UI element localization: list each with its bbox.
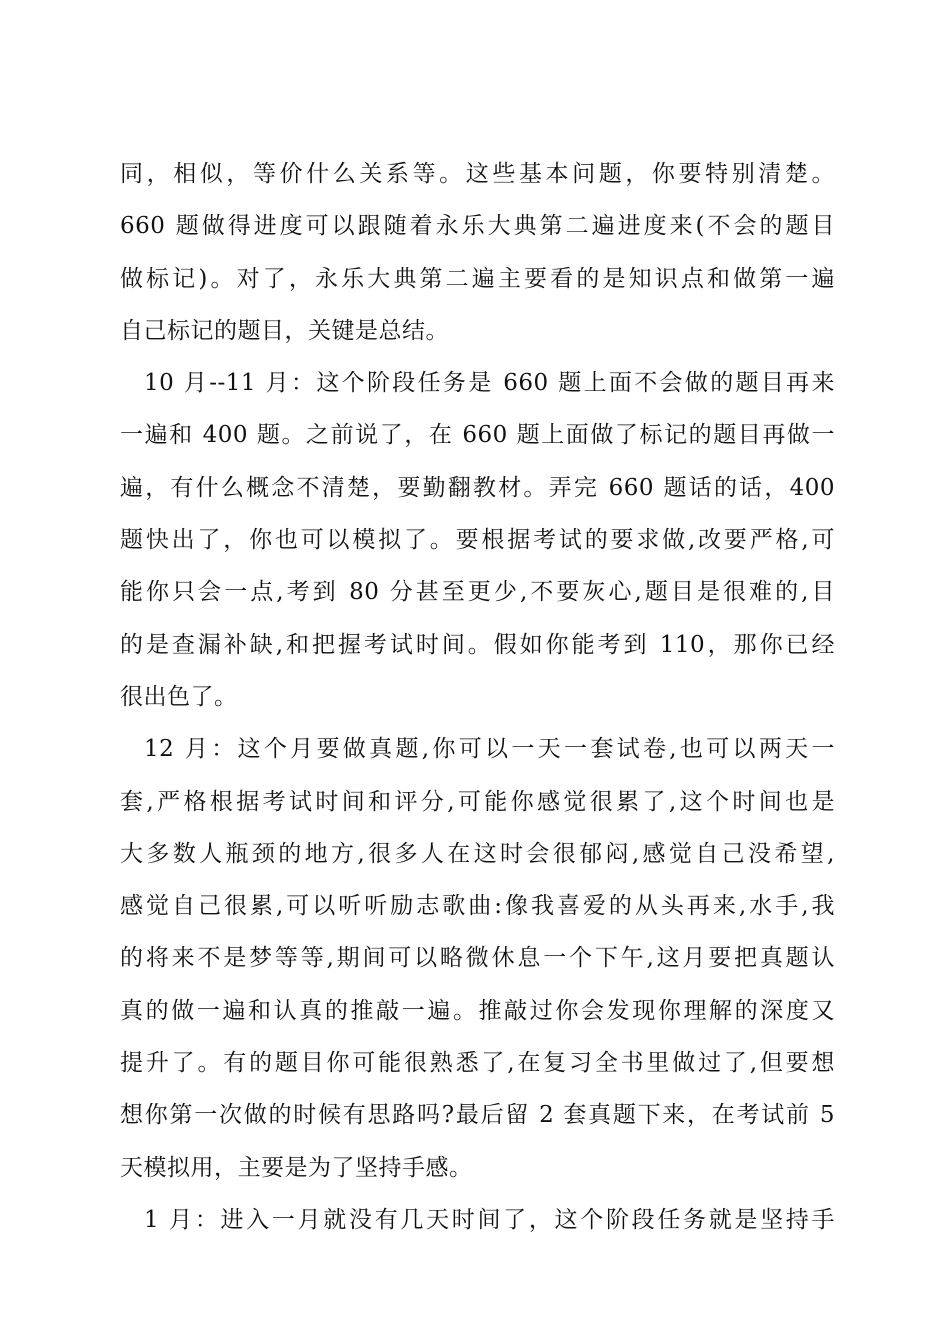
body-text	[120, 148, 835, 1246]
paragraph-jan-start: 1 月：进入一月就没有几天时间了，这个阶段任务就是坚持手	[144, 1206, 835, 1233]
text-line: 同，相似，等价什么关系等。这些基本问题，你要特别清楚。	[120, 161, 835, 187]
text-line: 遍，有什么概念不清楚，要勤翻教材。弄完 660 题话的话，400	[120, 474, 835, 501]
text-line: 能你只会一点,考到 80 分甚至更少,不要灰心,题目是很难的,目	[120, 579, 835, 606]
text-line: 的是查漏补缺,和把握考试时间。假如你能考到 110，那你已经	[120, 631, 835, 658]
text-line: 想你第一次做的时候有思路吗?最后留 2 套真题下来，在考试前 5	[120, 1102, 835, 1129]
text-line: 题快出了，你也可以模拟了。要根据考试的要求做,改要严格,可	[120, 527, 835, 554]
text-line: 大多数人瓶颈的地方,很多人在这时会很郁闷,感觉自己没希望,	[120, 840, 835, 867]
paragraph-dec-start: 12 月：这个月要做真题,你可以一天一套试卷,也可以两天一	[144, 736, 835, 763]
text-line: 真的做一遍和认真的推敲一遍。推敲过你会发现你理解的深度又	[120, 997, 835, 1024]
text-line: 提升了。有的题目你可能很熟悉了,在复习全书里做过了,但要想	[120, 1050, 835, 1077]
paragraph-oct-nov-start: 10 月--11 月：这个阶段任务是 660 题上面不会做的题目再来	[144, 370, 835, 397]
text-line: 的将来不是梦等等,期间可以略微休息一个下午,这月要把真题认	[120, 945, 835, 972]
text-line: 很出色了。	[120, 683, 238, 710]
text-line: 做标记)。对了，永乐大典第二遍主要看的是知识点和做第一遍	[120, 265, 835, 292]
text-line: 一遍和 400 题。之前说了，在 660 题上面做了标记的题目再做一	[120, 422, 835, 449]
text-line: 天模拟用，主要是为了坚持手感。	[120, 1154, 473, 1181]
text-line: 感觉自己很累,可以听听励志歌曲:像我喜爱的从头再来,水手,我	[120, 893, 835, 920]
text-line: 套,严格根据考试时间和评分,可能你感觉很累了,这个时间也是	[120, 788, 835, 815]
text-line: 660 题做得进度可以跟随着永乐大典第二遍进度来(不会的题目	[120, 213, 835, 240]
text-line: 自己标记的题目，关键是总结。	[120, 317, 449, 344]
